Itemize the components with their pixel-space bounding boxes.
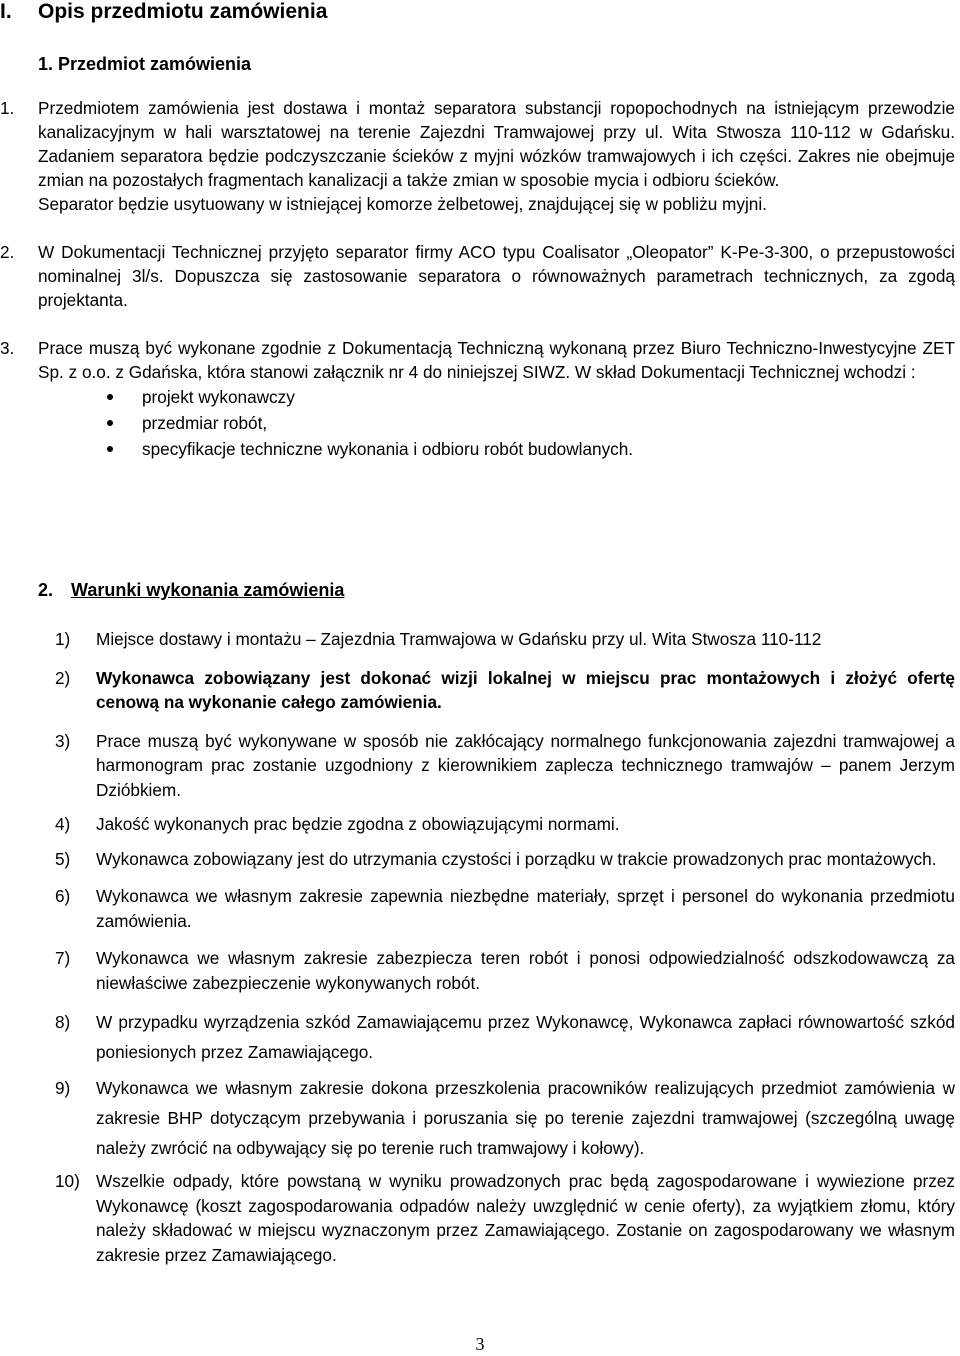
documentation-list xyxy=(0,384,955,462)
condition-item-8: 8) W przypadku wyrządzenia szkód Zamawiającemu przez Wykonawcę, Wykonawca zapłaci równowartość szkód poniesionych przez Zamawiającego. xyxy=(55,1012,955,1062)
condition-item-1: 1) Miejsce dostawy i montażu – Zajezdnia Tramwajowa w Gdańsku przy ul. Wita Stwosza 110-112 xyxy=(55,629,822,649)
bullet-icon xyxy=(107,420,113,426)
list-item: specyfikacje techniczne wykonania i odbioru robót budowlanych. xyxy=(0,436,955,462)
section2-number: 2. xyxy=(38,580,54,600)
section2-title-text: Warunki wykonania zamówienia xyxy=(71,580,345,600)
paragraph-number: 3. xyxy=(0,338,15,358)
condition-item-2: 2) Wykonawca zobowiązany jest dokonać wizji lokalnej w miejscu prac montażowych i złożyć ofertę cenową na wykonanie całego zamówienia. xyxy=(55,667,955,712)
condition-item-6: 6) Wykonawca we własnym zakresie zapewnia niezbędne materiały, sprzęt i personel do wykonania przedmiotu zamówienia. xyxy=(55,886,955,931)
paragraph-number: 1. xyxy=(0,98,15,118)
condition-item-5: 5) Wykonawca zobowiązany jest do utrzymania czystości i porządku w trakcie prowadzonych prac montażowych. xyxy=(55,848,937,869)
section2-title xyxy=(38,578,344,602)
paragraph-text: Prace muszą być wykonane zgodnie z Dokumentacją Techniczną wykonaną przez Biuro Techniczno-Inwestycyjne ZET Sp. z o.o. z Gdańska, która stanowi załącznik nr 4 do niniejszej SIWZ. W skład Dokumentacji Technicznej wchodzi : xyxy=(38,338,955,382)
section1-body xyxy=(0,96,955,462)
paragraph-text: W Dokumentacji Technicznej przyjęto separator firmy ACO typu Coalisator „Oleopator” K-Pe-3-300, o przepustowości nominalnej 3l/s. Dopuszcza się zastosowanie separatora o równoważnych parametrach technicznych, za zgodą projektanta. xyxy=(38,242,955,310)
section1-paragraph-3 xyxy=(0,336,955,384)
section1-paragraph-2 xyxy=(0,240,955,312)
paragraph-text: Zakres nie obejmuje zmian na pozostałych fragmentach kanalizacji a także zmian w sposobie mycia i odbioru ścieków. xyxy=(38,146,955,190)
list-item: przedmiar robót, xyxy=(0,410,955,436)
page-number: 3 xyxy=(475,1334,485,1354)
condition-item-3: 3) Prace muszą być wykonywane w sposób nie zakłócający normalnego funkcjonowania zajezdni tramwajowej a harmonogram prac zostanie uzgodniony z kierownikiem zaplecza technicznego tramwajów – panem Jerzym Dzióbkiem. xyxy=(55,730,955,800)
main-heading-number: I. xyxy=(0,0,12,23)
section1-title: 1. Przedmiot zamówienia xyxy=(38,54,252,74)
list-item: projekt wykonawczy xyxy=(0,384,955,410)
bullet-icon xyxy=(107,394,113,400)
condition-item-7: 7) Wykonawca we własnym zakresie zabezpiecza teren robót i ponosi odpowiedzialność odszkodowawczą za niewłaściwe zabezpieczenie wykonywanych robót. xyxy=(55,948,955,993)
section1-paragraph-1 xyxy=(0,96,955,216)
main-heading-title: Opis przedmiotu zamówienia xyxy=(38,0,328,23)
paragraph-text: Przedmiotem zamówienia jest dostawa i montaż separatora substancji ropopochodnych na istniejącym przewodzie kanalizacyjnym w hali warsztatowej na terenie Zajezdni Tramwajowej przy ul. Wita Stwosza 110-112 w Gdańsku. Zadaniem separatora będzie podczyszczanie ścieków z myjni wózków tramwajowych i ich części. xyxy=(38,98,955,166)
condition-item-10: 10) Wszelkie odpady, które powstaną w wyniku prowadzonych prac będą zagospodarowane i wywiezione przez Wykonawcę (koszt zagospodarowania odpadów należy uwzględnić w cenie oferty), za wyjątkiem złomu, który należy składować w miejscu wyznaczonym przez Zamawiającego. Zostanie on zagospodarowany we własnym zakresie przez Zamawiającego. xyxy=(55,1171,955,1265)
paragraph-number: 2. xyxy=(0,242,15,262)
paragraph-text: Separator będzie usytuowany w istniejącej komorze żelbetowej, znajdującej się w pobliżu myjni. xyxy=(38,194,767,214)
condition-item-9: 9) Wykonawca we własnym zakresie dokona przeszkolenia pracowników realizujących przedmiot zamówienia w zakresie BHP dotyczącym przebywania i poruszania się po terenie zajezdni tramwajowej (szczególną uwagę należy zwrócić na odbywający się po terenie ruch tramwajowy i kołowy). xyxy=(55,1078,955,1158)
condition-item-4: 4) Jakość wykonanych prac będzie zgodna z obowiązującymi normami. xyxy=(55,814,620,834)
section2-body xyxy=(0,627,955,1267)
bullet-icon xyxy=(107,446,113,452)
